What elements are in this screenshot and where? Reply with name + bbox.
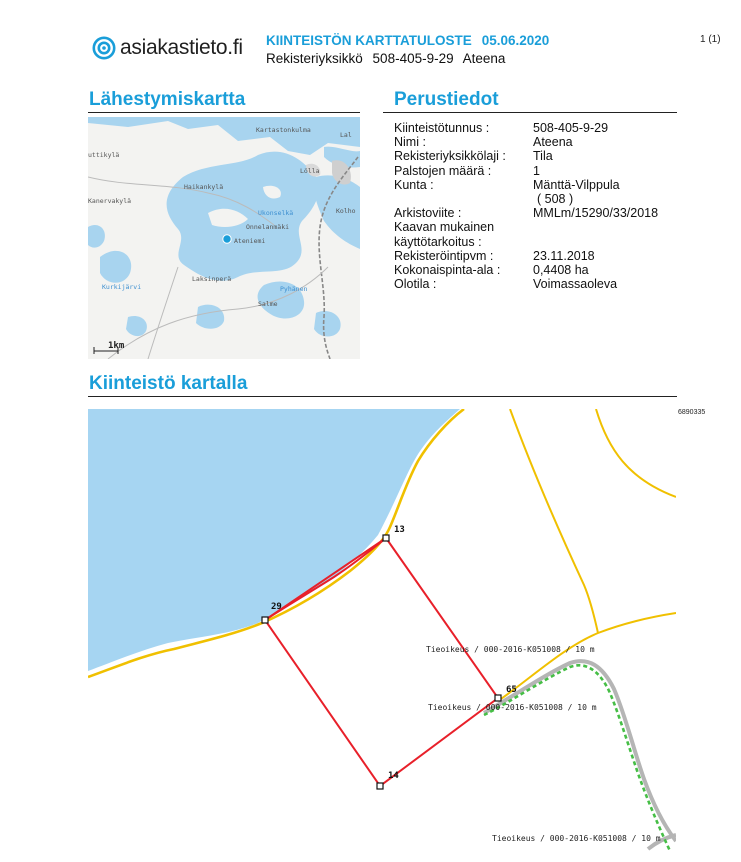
property-location-marker: [223, 235, 231, 243]
boundary-point-label: 13: [394, 525, 405, 535]
place-name-label: Lölla: [300, 167, 320, 175]
info-label: Nimi :: [394, 135, 426, 150]
boundary-point-label: 65: [506, 685, 517, 695]
boundary-marker: [377, 783, 383, 789]
info-row: [394, 277, 683, 291]
scale-label: 1km: [108, 341, 125, 351]
place-name-label: Haikankylä: [184, 183, 224, 191]
place-name-label: Kurkijärvi: [102, 283, 142, 291]
info-row: [394, 192, 683, 206]
info-value-continued: ( 508 ): [537, 192, 574, 207]
info-value: 0,4408 ha: [533, 263, 589, 278]
property-id: 508-405-9-29: [372, 51, 454, 66]
info-value: 508-405-9-29: [533, 121, 609, 135]
lake-shape: [100, 251, 131, 283]
info-value: 23.11.2018: [533, 248, 595, 263]
info-row: [394, 206, 683, 220]
info-label: Rekisteröintipvm :: [394, 248, 494, 263]
info-label: Kokonaispinta-ala :: [394, 263, 501, 278]
basic-info-heading: Perustiedot: [394, 89, 499, 110]
document-title-text: KIINTEISTÖN KARTTATULOSTE: [266, 33, 472, 48]
easement-label: Tieoikeus / 000-2016-K051008 / 10 m: [426, 645, 595, 654]
info-row: [394, 121, 683, 135]
place-name-label: Kolho: [336, 207, 356, 215]
location-map: [88, 117, 360, 359]
boundary-marker: [383, 535, 389, 541]
place-name-label: Kanervakylä: [88, 197, 132, 205]
info-row: [394, 178, 683, 192]
brand-logo: [92, 36, 243, 60]
property-map-rule: [88, 396, 677, 397]
info-label: käyttötarkoitus :: [394, 234, 482, 249]
info-row: [394, 249, 683, 263]
info-label: Palstojen määrä :: [394, 163, 492, 178]
info-value: Tila: [533, 149, 553, 164]
boundary-marker: [262, 617, 268, 623]
property-map-heading: Kiinteistö kartalla: [89, 373, 248, 394]
info-value: [533, 235, 683, 249]
place-name-label: Laksinperä: [192, 275, 232, 283]
boundary-point-label: 14: [388, 771, 399, 781]
info-label: Olotila :: [394, 277, 437, 292]
info-label: Rekisteriyksikkölaji :: [394, 149, 506, 164]
info-row: [394, 263, 683, 277]
place-name-label: Ukonselkä: [258, 209, 294, 217]
property-name: Ateena: [462, 51, 506, 66]
brand-name: asiakastieto.fi: [120, 36, 243, 59]
easement-label: Tieoikeus / 000-2016-K051008 / 10 m: [428, 703, 597, 712]
location-map-rule: [88, 112, 360, 113]
info-value: Mänttä-Vilppula: [533, 177, 620, 192]
subtitle-label: Rekisteriyksikkö: [266, 51, 363, 66]
page-number: 1 (1): [700, 34, 721, 45]
info-row: [394, 164, 683, 178]
boundary-marker: [495, 695, 501, 701]
place-name-label: Onnelanmäki: [246, 223, 290, 231]
info-value: Ateena: [533, 135, 573, 150]
info-row: [394, 235, 683, 249]
place-name-label: Lal: [340, 131, 352, 139]
info-row: [394, 135, 683, 149]
info-value: [533, 220, 683, 234]
place-name-label: Kartastonkulma: [256, 126, 311, 134]
info-row: [394, 220, 683, 234]
basic-info-table: [394, 121, 683, 291]
document-date: 05.06.2020: [481, 33, 550, 48]
place-name-label: uttikylä: [88, 151, 120, 159]
info-row: [394, 149, 683, 163]
info-value: 1: [533, 163, 540, 178]
document-subtitle: [266, 51, 511, 66]
place-name-label: Ateniemi: [234, 237, 266, 245]
document-title: [266, 33, 559, 48]
info-label: Kunta :: [394, 177, 434, 192]
boundary-point-label: 29: [271, 602, 282, 612]
place-name-label: Salme: [258, 300, 278, 308]
place-name-label: Pyhänen: [280, 285, 308, 293]
info-label: Arkistoviite :: [394, 206, 462, 221]
easement-label: Tieoikeus / 000-2016-K051008 / 10 m: [492, 834, 661, 843]
info-value: MMLm/15290/33/2018: [533, 206, 659, 221]
basic-info-rule: [383, 112, 677, 113]
info-label: Kiinteistötunnus :: [394, 121, 490, 135]
info-value: Voimassaoleva: [533, 277, 618, 292]
property-map: [88, 409, 676, 862]
map-coordinate: 6890335: [678, 409, 706, 416]
location-map-heading: Lähestymiskartta: [89, 89, 246, 110]
asiakastieto-logo-icon: [92, 36, 116, 60]
info-label: Kaavan mukainen: [394, 220, 495, 235]
